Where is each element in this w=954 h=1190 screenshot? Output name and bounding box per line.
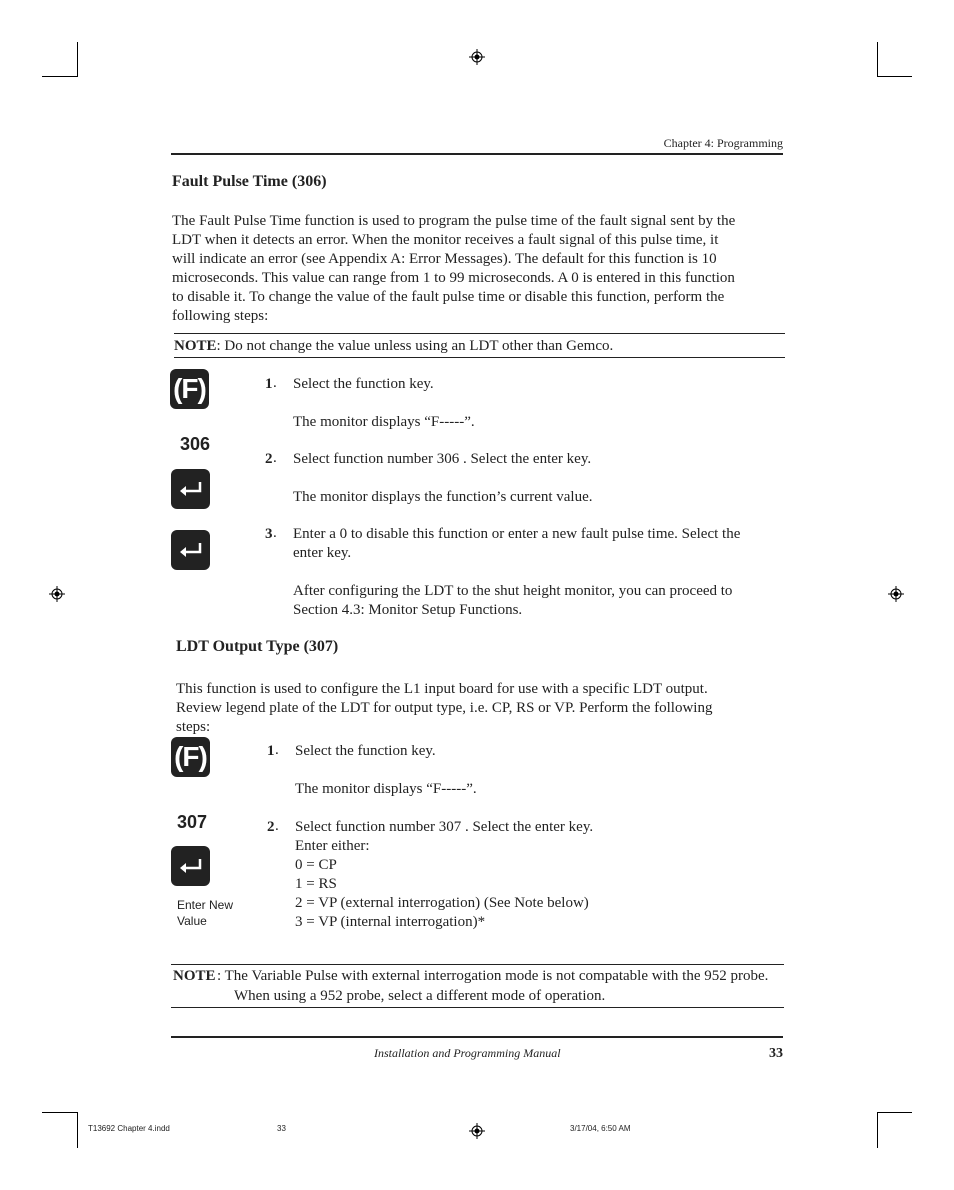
section1-paragraph: The Fault Pulse Time function is used to program the pulse time of the fault signal sent by the LDT when it detects an error. When the monitor receives a fault signal of this pulse time, it will indicate an error (see Appendix A: Error Messages). The default for this function is 10 microseconds. This value can range from 1 to 99 microseconds. A 0 is entered in this function to disable it. To change the value of the fault pulse time or disable this function, perform the following steps: <box>172 213 736 324</box>
registration-mark-icon <box>49 586 65 602</box>
slug-page: 33 <box>277 1124 286 1133</box>
crop-mark-bottom-right-v <box>877 1112 878 1148</box>
section-title-fault-pulse-time: Fault Pulse Time (306) <box>172 173 327 190</box>
crop-mark-top-left-v <box>77 42 78 77</box>
enter-key-caption: Enter New Value <box>177 898 234 928</box>
page-number: 33 <box>769 1046 783 1061</box>
step-number: 2 <box>265 451 273 467</box>
step-text: Select function number 306 . Select the enter key. The monitor displays the function’s current value. <box>293 451 593 505</box>
crop-mark-bottom-left-v <box>77 1112 78 1148</box>
function-number-label: 306 <box>180 434 211 454</box>
note-rule-top <box>171 964 784 965</box>
function-key-icon: (F) <box>171 737 210 777</box>
chapter-header: Chapter 4: Programming <box>663 136 783 150</box>
slug-file-name: T13692 Chapter 4.indd <box>88 1124 170 1133</box>
section2-paragraph: This function is used to configure the L1 input board for use with a specific LDT output. Review legend plate of the LDT for output type, i.e. CP, RS or VP. Perform the following steps: <box>176 681 713 735</box>
step-text: Select the function key. The monitor displays “F-----”. <box>293 376 475 430</box>
slug-date: 3/17/04, 6:50 AM <box>570 1124 631 1133</box>
step-number: 1 <box>267 743 275 759</box>
header-rule <box>171 153 783 155</box>
note-text: When using a 952 probe, select a different mode of operation. <box>234 988 606 1004</box>
step-text: Select function number 307 . Select the enter key. Enter either: 0 = CP 1 = RS 2 = VP (external interrogation) (See Note below) 3 = VP (internal interrogation)* <box>295 819 594 930</box>
note-label: NOTE <box>174 338 217 354</box>
note-label: NOTE <box>173 968 216 984</box>
note-rule-bottom <box>174 357 785 358</box>
step-number: 2 <box>267 819 275 835</box>
registration-mark-icon <box>469 1123 485 1139</box>
note-text: : Do not change the value unless using an LDT other than Gemco. <box>216 338 614 354</box>
step-text: Enter a 0 to disable this function or enter a new fault pulse time. Select the enter key. After configuring the LDT to the shut height monitor, you can proceed to Section 4.3: Monitor Setup Functions. <box>293 526 741 618</box>
function-key-icon: (F) <box>170 369 209 409</box>
crop-mark-bottom-left-h <box>42 1112 78 1113</box>
note-box <box>174 337 613 356</box>
crop-mark-top-right-v <box>877 42 878 77</box>
note-text: : The Variable Pulse with external interrogation mode is not compatable with the 952 probe. <box>217 968 769 984</box>
footer-manual-title: Installation and Programming Manual <box>374 1046 561 1060</box>
note-rule-bottom <box>171 1007 784 1008</box>
enter-key-icon <box>171 846 210 886</box>
enter-key-icon <box>171 469 210 509</box>
step-number: 3 <box>265 526 273 542</box>
step-number: 1 <box>265 376 273 392</box>
enter-key-icon <box>171 530 210 570</box>
registration-mark-icon <box>888 586 904 602</box>
section-title-ldt-output-type: LDT Output Type (307) <box>176 638 339 655</box>
crop-mark-top-right-h <box>877 76 912 77</box>
registration-mark-icon <box>469 49 485 65</box>
footer-rule <box>171 1036 783 1038</box>
crop-mark-top-left-h <box>42 76 78 77</box>
step-text: Select the function key. The monitor displays “F-----”. <box>295 743 477 797</box>
function-number-label: 307 <box>177 812 208 832</box>
note-rule-top <box>174 333 785 334</box>
crop-mark-bottom-right-h <box>877 1112 912 1113</box>
